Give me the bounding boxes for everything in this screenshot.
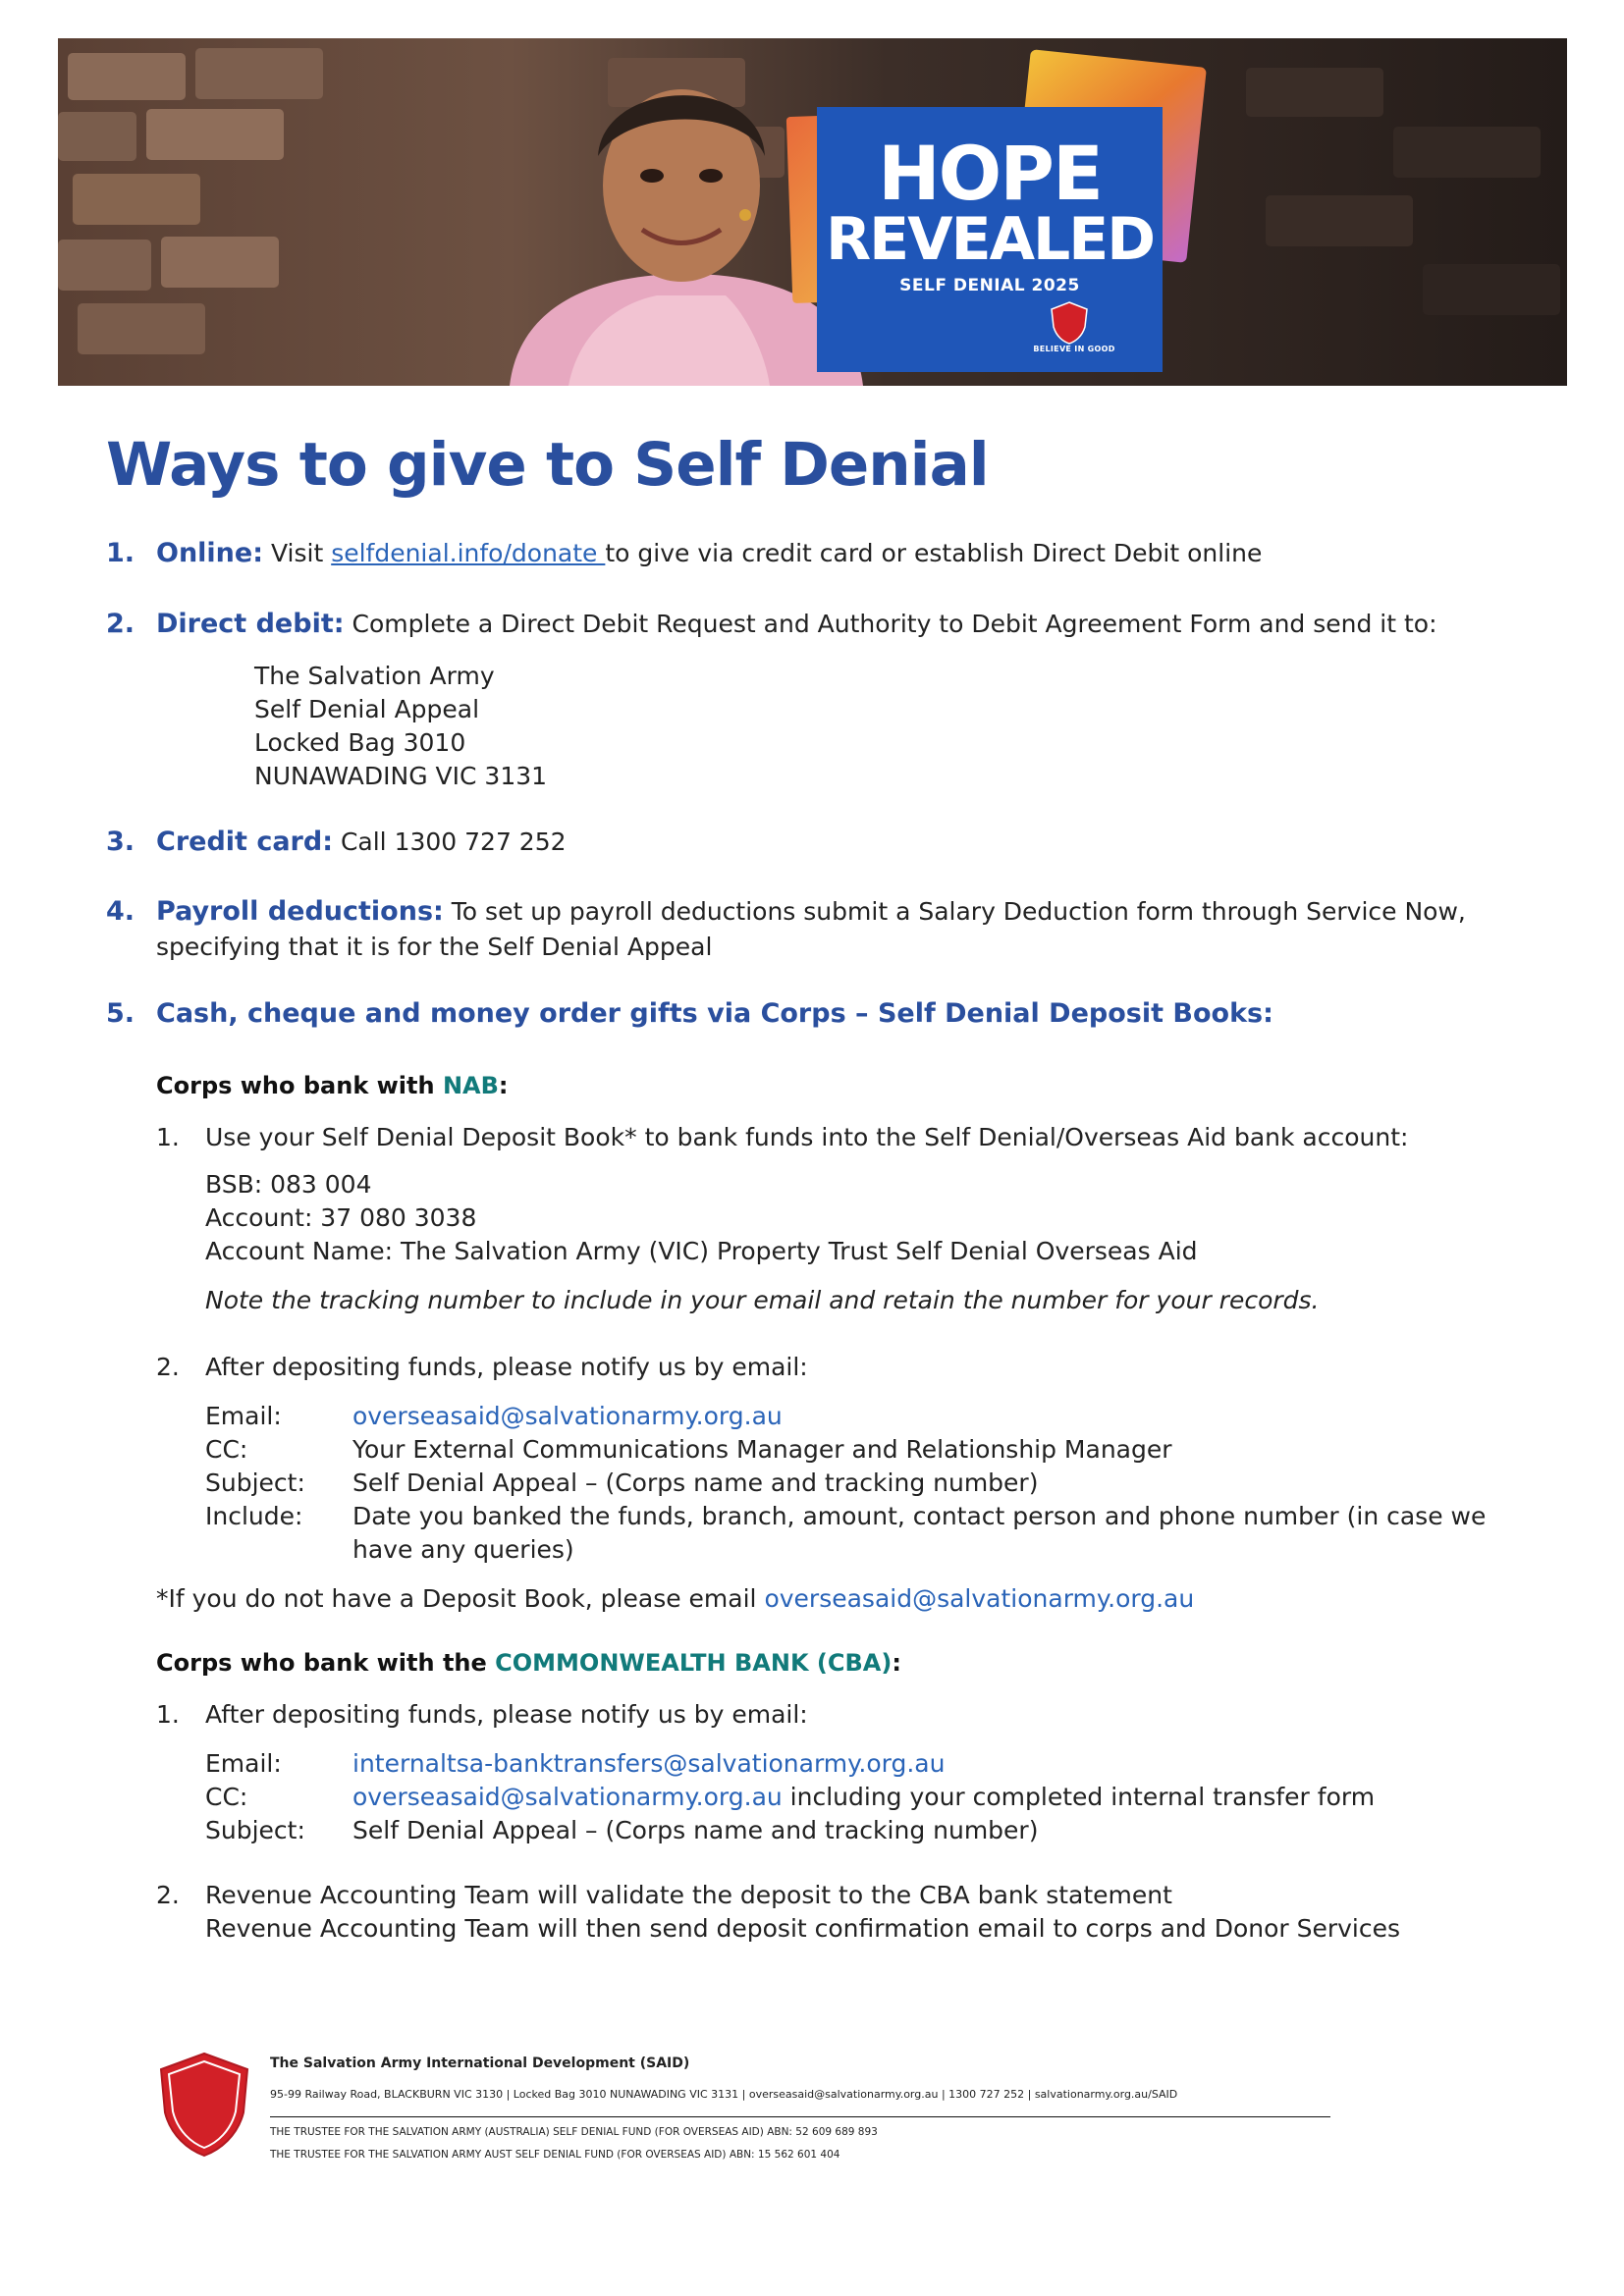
cc-label: CC:: [205, 1435, 248, 1464]
brick: [58, 112, 136, 161]
bank-name: COMMONWEALTH BANK (CBA): [495, 1649, 893, 1677]
email-link[interactable]: overseasaid@salvationarmy.org.au: [352, 1402, 783, 1430]
cba-step2-text: Revenue Accounting Team will then send deposit confirmation email to corps and Donor Services: [205, 1914, 1401, 1943]
email-link[interactable]: overseasaid@salvationarmy.org.au: [764, 1584, 1195, 1613]
email-label: Email:: [205, 1402, 282, 1430]
campaign-title-line1: HOPE: [878, 130, 1102, 217]
item-text: to give via credit card or establish Direct Debit online: [605, 539, 1263, 567]
heading-text: Corps who bank with: [156, 1072, 443, 1099]
brick: [146, 109, 284, 160]
brick: [1266, 195, 1413, 246]
include-label: Include:: [205, 1502, 303, 1530]
step-number: 1.: [156, 1123, 180, 1151]
email-label: Email:: [205, 1749, 282, 1778]
salvation-army-shield-icon: [1050, 301, 1089, 345]
cba-step2-text: Revenue Accounting Team will validate the deposit to the CBA bank statement: [205, 1881, 1172, 1909]
footnote-text: *If you do not have a Deposit Book, please email: [156, 1584, 765, 1613]
campaign-title-line2: REVEALED: [825, 205, 1155, 274]
brick: [1246, 68, 1383, 117]
donate-link[interactable]: selfdenial.info/donate: [331, 539, 606, 567]
hero-banner: [58, 38, 1567, 386]
nab-step2-text: After depositing funds, please notify us by email:: [205, 1353, 808, 1381]
step-number: 2.: [156, 1353, 180, 1381]
item-label: Direct debit:: [156, 609, 345, 639]
cc-value: [352, 1783, 1375, 1811]
address-line: NUNAWADING VIC 3131: [254, 762, 548, 790]
heading-text: :: [892, 1649, 901, 1677]
item-number: 5.: [106, 998, 135, 1029]
heading-text: Corps who bank with the: [156, 1649, 496, 1677]
tracking-note: Note the tracking number to include in your email and retain the number for your records.: [205, 1286, 1320, 1314]
cc-value: Your External Communications Manager and Relationship Manager: [352, 1435, 1172, 1464]
page-title: Ways to give to Self Denial: [106, 430, 989, 500]
cba-heading: [156, 1649, 901, 1677]
brick: [73, 174, 200, 225]
item-number: 3.: [106, 827, 135, 857]
item-text: Complete a Direct Debit Request and Authority to Debit Agreement Form and send it to:: [352, 610, 1437, 638]
email-link[interactable]: internaltsa-banktransfers@salvationarmy.org.au: [352, 1749, 946, 1778]
item-direct-debit: [156, 608, 1437, 641]
campaign-card: [817, 107, 1163, 372]
salvation-army-shield-icon: [157, 2052, 251, 2158]
item-text: To set up payroll deductions submit a Salary Deduction form through Service Now,: [451, 897, 1466, 926]
address-line: Self Denial Appeal: [254, 695, 480, 723]
item-number: 1.: [106, 538, 135, 568]
footer-divider: [270, 2116, 1330, 2117]
item-cash-cheque: [156, 997, 1273, 1031]
bank-name: NAB: [442, 1072, 499, 1099]
item-label: Credit card:: [156, 827, 333, 857]
address-line: Locked Bag 3010: [254, 728, 466, 757]
footer-org-name: The Salvation Army International Development (SAID): [270, 2056, 690, 2071]
account-name: Account Name: The Salvation Army (VIC) Property Trust Self Denial Overseas Aid: [205, 1237, 1198, 1265]
brick: [58, 240, 151, 291]
deposit-book-footnote: [156, 1584, 1194, 1613]
item-text: Visit: [270, 539, 332, 567]
brick: [1423, 264, 1560, 315]
step-number: 2.: [156, 1881, 180, 1909]
bsb: BSB: 083 004: [205, 1170, 372, 1199]
subject-value: Self Denial Appeal – (Corps name and tracking number): [352, 1468, 1039, 1497]
include-value: Date you banked the funds, branch, amount, contact person and phone number (in case we: [352, 1502, 1487, 1530]
item-text: Call 1300 727 252: [340, 828, 567, 856]
subject-label: Subject:: [205, 1816, 305, 1844]
address-line: The Salvation Army: [254, 662, 495, 690]
footer-address: 95-99 Railway Road, BLACKBURN VIC 3130 | Locked Bag 3010 NUNAWADING VIC 3131 | overseasaid@salvationarmy.org.au | 1300 727 252 | salvationarmy.org.au/SAID: [270, 2088, 1178, 2101]
subject-value: Self Denial Appeal – (Corps name and tracking number): [352, 1816, 1039, 1844]
item-label: Payroll deductions:: [156, 896, 444, 927]
item-number: 4.: [106, 896, 135, 927]
brick: [195, 48, 323, 99]
nab-step1-text: Use your Self Denial Deposit Book* to bank funds into the Self Denial/Overseas Aid bank account:: [205, 1123, 1409, 1151]
step-number: 1.: [156, 1700, 180, 1729]
tagline: BELIEVE IN GOOD: [1033, 345, 1115, 353]
cba-step1-text: After depositing funds, please notify us by email:: [205, 1700, 808, 1729]
brick: [161, 237, 279, 288]
nab-heading: [156, 1072, 509, 1099]
item-credit-card: [156, 826, 567, 859]
item-label: Cash, cheque and money order gifts via Corps – Self Denial Deposit Books:: [156, 998, 1273, 1029]
heading-text: :: [498, 1072, 509, 1099]
brick: [68, 53, 186, 100]
item-payroll: [156, 895, 1466, 929]
campaign-subtitle: SELF DENIAL 2025: [899, 276, 1080, 295]
item-text-continued: specifying that it is for the Self Denial Appeal: [156, 933, 713, 961]
item-number: 2.: [106, 609, 135, 639]
footer-trustee: THE TRUSTEE FOR THE SALVATION ARMY AUST SELF DENIAL FUND (FOR OVERSEAS AID) ABN: 15 562 601 404: [270, 2149, 840, 2161]
subject-label: Subject:: [205, 1468, 305, 1497]
cc-text: including your completed internal transfer form: [782, 1783, 1376, 1811]
account-number: Account: 37 080 3038: [205, 1203, 477, 1232]
footer-trustee: THE TRUSTEE FOR THE SALVATION ARMY (AUSTRALIA) SELF DENIAL FUND (FOR OVERSEAS AID) ABN: 52 609 689 893: [270, 2126, 878, 2138]
item-label: Online:: [156, 538, 264, 568]
brick: [1393, 127, 1541, 178]
email-link[interactable]: overseasaid@salvationarmy.org.au: [352, 1783, 783, 1811]
item-online: [156, 537, 1262, 570]
cc-label: CC:: [205, 1783, 248, 1811]
brick: [78, 303, 205, 354]
include-value-continued: have any queries): [352, 1535, 574, 1564]
